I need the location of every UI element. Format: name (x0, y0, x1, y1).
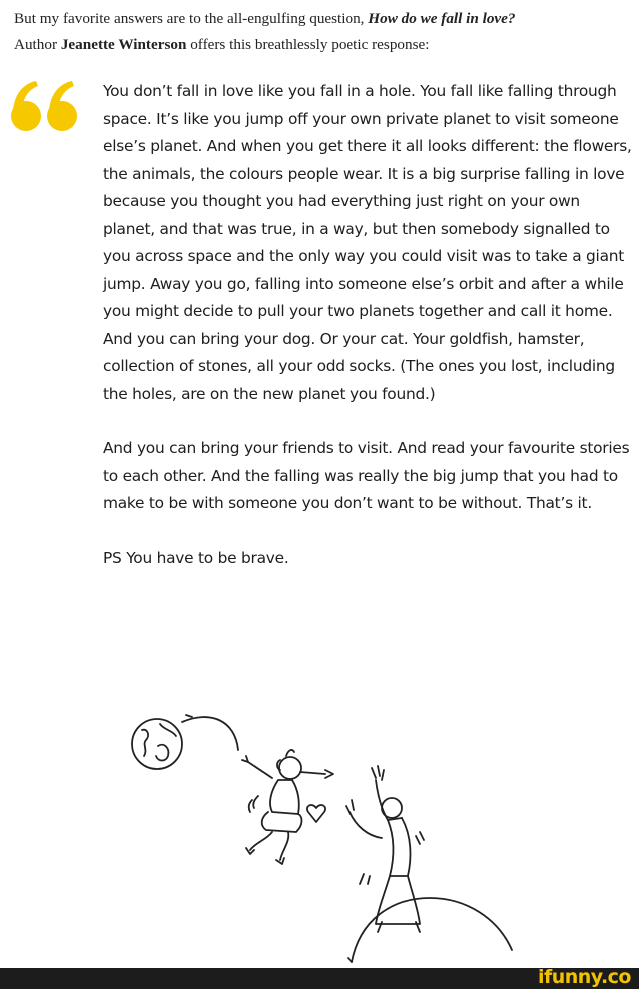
intro-question: How do we fall in love? (368, 10, 516, 27)
intro-line-1-prefix: But my favorite answers are to the all-engulfing question, (14, 10, 369, 27)
falling-in-love-illustration (120, 700, 540, 968)
big-planet-icon (352, 898, 512, 962)
intro-line-1 (14, 6, 634, 32)
jumping-woman-figure (242, 750, 333, 864)
reaching-man-figure (346, 766, 424, 932)
heart-icon (307, 805, 325, 822)
intro-text (14, 6, 634, 58)
intro-line-2-suffix: offers this breathlessly poetic response: (186, 36, 430, 53)
ifunny-watermark: ifunny.co (537, 966, 631, 988)
quote-paragraph-2: And you can bring your friends to visit. And read your favourite stories to each other. And the falling was really the big jump that you had to make to be with someone you don’t want to be without. That’s it. (103, 439, 630, 512)
author-name: Jeanette Winterson (60, 36, 187, 53)
quote-mark-icon (10, 78, 80, 134)
quote-body (103, 78, 633, 599)
quote-paragraph-3: PS You have to be brave. (103, 548, 289, 567)
intro-line-2-prefix: Author (14, 36, 61, 53)
small-planet-icon (132, 719, 182, 769)
quote-paragraph-1: You don’t fall in love like you fall in a hole. You fall like falling through space. It’s like you jump off your own private planet to visit someone else’s planet. And when you get there it all looks different: the flowers, the animals, the colours people wear. It is a big surprise falling in love because you thought you had everything just right on your own planet, and that was true, in a way, but then somebody signalled to you across space and the only way you could visit was to take a giant jump. Away you go, falling into someone else’s orbit and after a while you might decide to pull your two planets together and call it home. And you can bring your dog. Or your cat. Your goldfish, hamster, collection of stones, all your odd socks. (The ones you lost, including the holes, are on the new planet you found.) (103, 82, 632, 403)
intro-line-2 (14, 32, 634, 58)
